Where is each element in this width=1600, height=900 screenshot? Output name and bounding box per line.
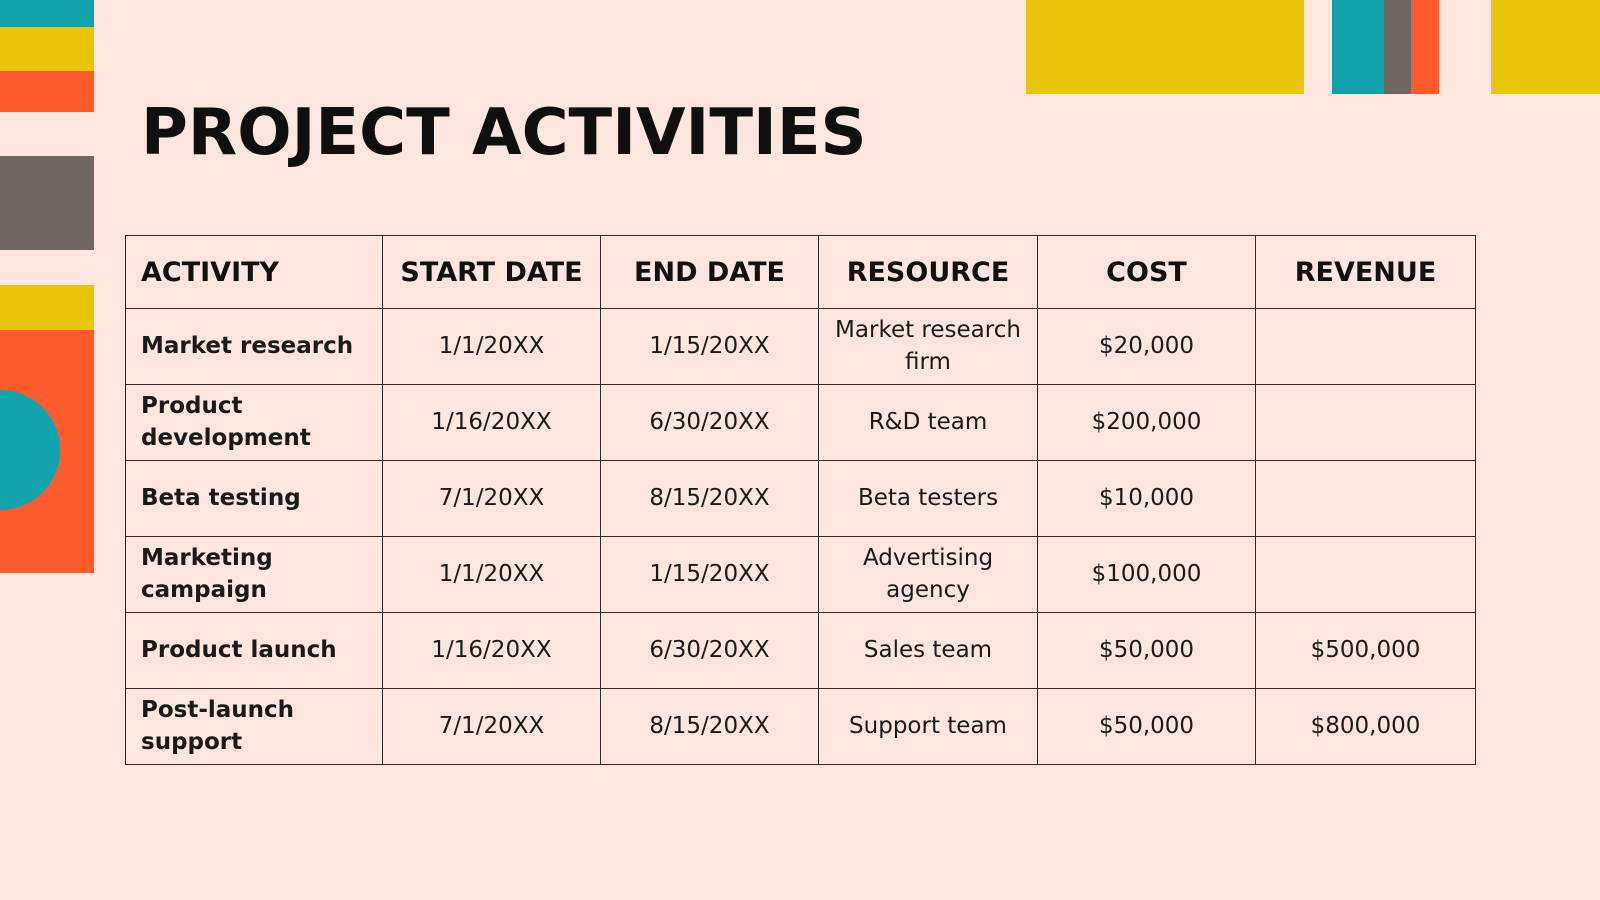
table-row [126,385,1476,461]
header-end-date: END DATE [601,236,819,309]
cell-end-date: 6/30/20XX [601,613,819,689]
cell-cost: $100,000 [1038,537,1256,613]
cell-cost: $20,000 [1038,309,1256,385]
table-row [126,689,1476,765]
table-row [126,537,1476,613]
cell-cost: $10,000 [1038,461,1256,537]
cell-start-date: 7/1/20XX [383,689,601,765]
decor-yellow-block-left-mid [0,285,94,330]
header-start-date: START DATE [383,236,601,309]
cell-cost: $200,000 [1038,385,1256,461]
cell-revenue [1256,385,1476,461]
cell-start-date: 1/16/20XX [383,613,601,689]
cell-resource: Sales team [819,613,1038,689]
cell-revenue [1256,537,1476,613]
cell-cost: $50,000 [1038,689,1256,765]
cell-start-date: 1/1/20XX [383,537,601,613]
cell-activity: Marketing campaign [126,537,383,613]
table-header-row [126,236,1476,309]
header-activity: ACTIVITY [126,236,383,309]
cell-revenue: $800,000 [1256,689,1476,765]
cell-resource: Advertising agency [819,537,1038,613]
cell-resource: Support team [819,689,1038,765]
cell-cost: $50,000 [1038,613,1256,689]
cell-activity: Post-launch support [126,689,383,765]
decor-yellow-block-corner [1491,0,1600,94]
cell-activity: Product development [126,385,383,461]
page-title: PROJECT ACTIVITIES [141,96,867,170]
cell-activity: Market research [126,309,383,385]
decor-teal-half-circle [0,390,60,510]
cell-end-date: 8/15/20XX [601,689,819,765]
cell-end-date: 6/30/20XX [601,385,819,461]
cell-start-date: 1/1/20XX [383,309,601,385]
cell-resource: R&D team [819,385,1038,461]
table-row [126,309,1476,385]
decor-teal-block-left-top [0,0,94,27]
decor-orange-block-left-big [0,330,94,573]
cell-revenue [1256,309,1476,385]
project-activities-table [125,235,1476,765]
cell-activity: Beta testing [126,461,383,537]
header-resource: RESOURCE [819,236,1038,309]
header-cost: COST [1038,236,1256,309]
decor-yellow-block-left-top [0,27,94,71]
decor-orange-block-left-top [0,71,94,112]
cell-activity: Product launch [126,613,383,689]
decor-yellow-block-top-right [1026,0,1304,94]
cell-end-date: 8/15/20XX [601,461,819,537]
decor-orange-stripe-top-right [1411,0,1439,94]
cell-revenue [1256,461,1476,537]
cell-end-date: 1/15/20XX [601,537,819,613]
cell-start-date: 1/16/20XX [383,385,601,461]
cell-end-date: 1/15/20XX [601,309,819,385]
header-revenue: REVENUE [1256,236,1476,309]
decor-gray-block-left [0,156,94,250]
table-row [126,613,1476,689]
cell-resource: Beta testers [819,461,1038,537]
decor-teal-stripe-top-right [1332,0,1384,94]
table-row [126,461,1476,537]
cell-start-date: 7/1/20XX [383,461,601,537]
cell-revenue: $500,000 [1256,613,1476,689]
cell-resource: Market research firm [819,309,1038,385]
decor-gray-stripe-top-right [1384,0,1411,94]
